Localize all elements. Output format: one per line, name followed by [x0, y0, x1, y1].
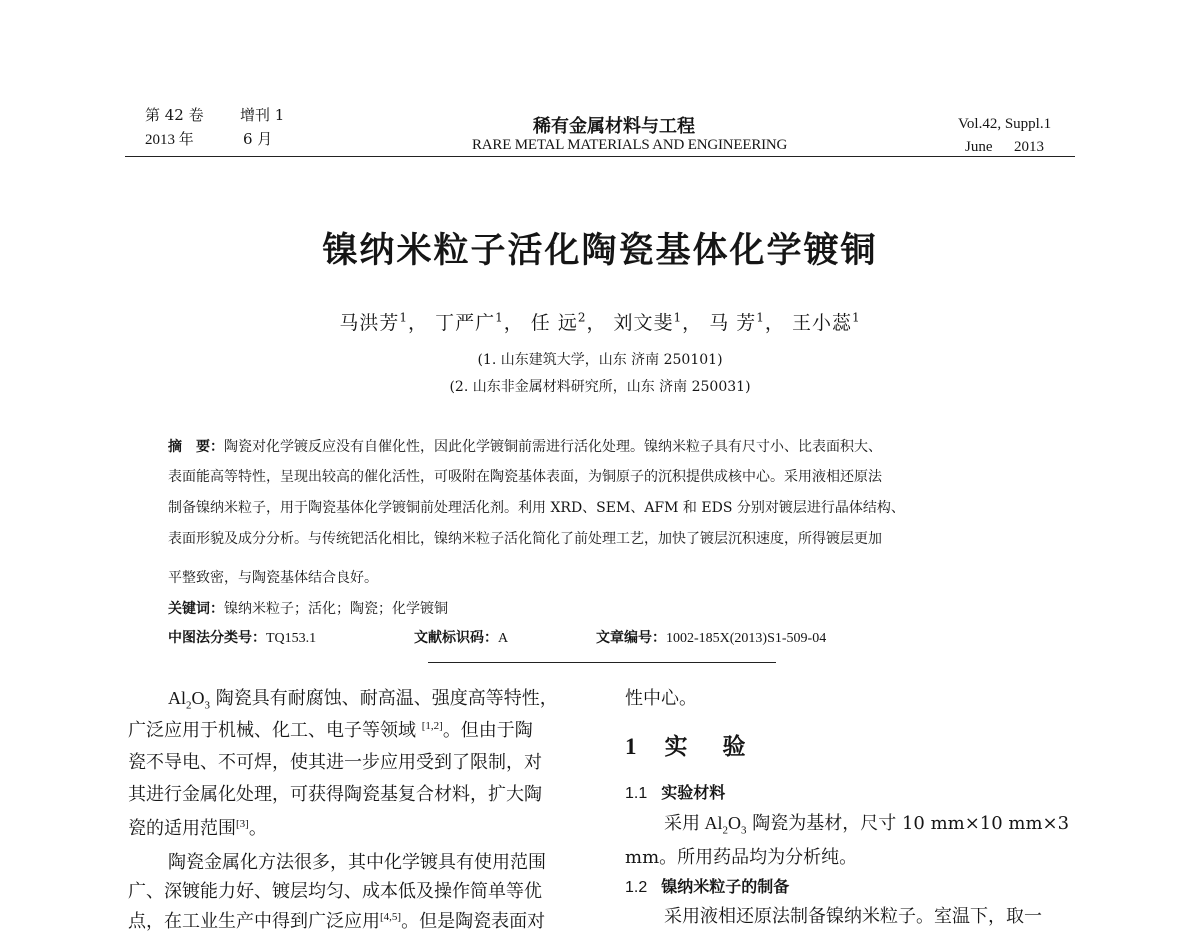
author-name: 丁严广 — [435, 312, 496, 334]
body-line: 其进行金属化处理，可获得陶瓷基复合材料，扩大陶 — [128, 784, 542, 805]
article-id-value: 1002-185X(2013)S1-509-04 — [666, 631, 827, 646]
section-heading — [625, 728, 752, 761]
clc-label: 中图法分类号： — [168, 630, 266, 646]
header-rule — [125, 156, 1075, 157]
author-list: 马洪芳$^1$， 丁严广$^1$， 任 远$^2$， 刘文斐$^1$， 马 芳$^1$， 王小蕊$^1$ — [339, 310, 861, 334]
author-affiliation-mark: 1 — [399, 310, 409, 325]
author-affiliation-mark: 1 — [673, 310, 683, 325]
article-id-label: 文章编号： — [596, 630, 666, 646]
author-name: 刘文斐 — [613, 312, 674, 334]
body-line — [664, 809, 1069, 837]
author-name: 马洪芳 — [339, 312, 400, 334]
body-line: 性中心。 — [625, 688, 697, 709]
formula-text: Al — [168, 688, 186, 708]
author-name: 任 远 — [530, 312, 578, 334]
formula-subscript: 3 — [741, 824, 747, 837]
citation: [3] — [236, 818, 249, 830]
year-label: 2013 年 — [145, 132, 194, 148]
subsection-heading — [625, 780, 725, 803]
body-line — [168, 684, 558, 712]
abstract-line — [168, 436, 882, 456]
body-text: 广泛应用于机械、化工、电子等领域 — [128, 720, 422, 741]
citation: [1,2] — [421, 720, 443, 732]
author-name: 马 芳 — [709, 312, 757, 334]
body-text: 陶瓷为基材，尺寸 10 mm×10 mm×3 — [746, 813, 1070, 834]
body-text: 瓷的适用范围 — [128, 818, 236, 839]
body-text: 陶瓷具有耐腐蚀、耐高温、强度高等特性， — [210, 688, 558, 709]
author-affiliation-mark: 1 — [495, 310, 504, 325]
journal-title-zh: 稀有金属材料与工程 — [533, 116, 695, 137]
keywords — [168, 598, 448, 618]
clc-value: TQ153.1 — [266, 631, 317, 646]
body-text: 。但由于陶 — [442, 720, 533, 741]
body-line: 广、深镀能力好、镀层均匀、成本低及操作简单等优 — [128, 881, 542, 902]
body-line — [128, 907, 545, 933]
author-affiliation-mark: 1 — [756, 310, 765, 325]
body-text: 。 — [248, 818, 267, 839]
month-label: 6 月 — [243, 130, 273, 148]
doc-code-label: 文献标识码： — [414, 630, 498, 646]
body-text: 。但是陶瓷表面对 — [401, 911, 546, 932]
subsection-number: 1.1 — [625, 785, 648, 802]
keywords-text: 镍纳米粒子；活化；陶瓷；化学镀铜 — [224, 601, 448, 617]
subsection-title: 实验材料 — [661, 783, 726, 802]
author-affiliation-mark: 2 — [577, 310, 587, 325]
abstract-text: 陶瓷对化学镀反应没有自催化性，因此化学镀铜前需进行活化处理。镍纳米粒子具有尺寸小、比表面积大、 — [224, 439, 882, 455]
affiliation-1: (1. 山东建筑大学，山东 济南 250101) — [477, 352, 723, 368]
author-name: 王小蕊 — [791, 312, 852, 334]
doc-code — [414, 627, 508, 647]
abstract-label: 摘 要： — [168, 439, 224, 455]
abstract-line: 表面形貌及成分分析。与传统钯活化相比，镍纳米粒子活化简化了前处理工艺，加快了镀层沉积速度，所得镀层更加 — [168, 531, 882, 547]
body-line — [128, 814, 267, 840]
year-en: 2013 — [1014, 139, 1044, 155]
issue-label: 增刊 1 — [240, 106, 285, 124]
doc-code-value: A — [498, 631, 509, 646]
formula-text: O — [728, 813, 741, 833]
section-number: 1 — [625, 734, 643, 759]
body-line: mm。所用药品均为分析纯。 — [625, 847, 858, 868]
body-line — [128, 716, 533, 742]
volume-label: 第 42 卷 — [145, 106, 204, 124]
article-title: 镍纳米粒子活化陶瓷基体化学镀铜 — [322, 230, 878, 271]
body-text: 点，在工业生产中得到广泛应用 — [128, 911, 380, 932]
author-affiliation-mark: 1 — [851, 310, 861, 325]
formula-subscript: 2 — [186, 699, 192, 712]
abstract-line: 制备镍纳米粒子，用于陶瓷基体化学镀铜前处理活化剂。利用 XRD、SEM、AFM 和 EDS 分别对镀层进行晶体结构、 — [168, 500, 905, 516]
journal-title-en: RARE METAL MATERIALS AND ENGINEERING — [472, 137, 788, 153]
abstract-line: 平整致密，与陶瓷基体结合良好。 — [168, 570, 378, 586]
subsection-heading — [625, 874, 789, 897]
section-title: 实 验 — [664, 733, 752, 760]
volume-en: Vol.42, Suppl.1 — [958, 116, 1052, 132]
section-divider — [428, 662, 776, 663]
body-line: 瓷不导电、不可焊，使其进一步应用受到了限制，对 — [128, 752, 542, 773]
article-id — [596, 627, 826, 647]
abstract-line: 表面能高等特性，呈现出较高的催化活性，可吸附在陶瓷基体表面，为铜原子的沉积提供成核中心。采用液相还原法 — [168, 469, 882, 485]
formula-text: O — [191, 688, 205, 708]
body-line: 采用液相还原法制备镍纳米粒子。室温下，取一 — [664, 906, 1042, 927]
subsection-number: 1.2 — [625, 879, 648, 896]
citation: [4,5] — [380, 911, 402, 923]
keywords-label: 关键词： — [168, 601, 224, 617]
body-line: 陶瓷金属化方法很多，其中化学镀具有使用范围 — [168, 852, 546, 873]
formula-subscript: 3 — [204, 699, 210, 712]
formula-subscript: 2 — [722, 824, 728, 837]
affiliation-2: (2. 山东非金属材料研究所，山东 济南 250031) — [449, 379, 751, 395]
subsection-title: 镍纳米粒子的制备 — [661, 877, 790, 896]
month-en: June — [965, 139, 993, 155]
clc-number — [168, 627, 316, 647]
formula-text: 采用 Al — [664, 813, 723, 833]
